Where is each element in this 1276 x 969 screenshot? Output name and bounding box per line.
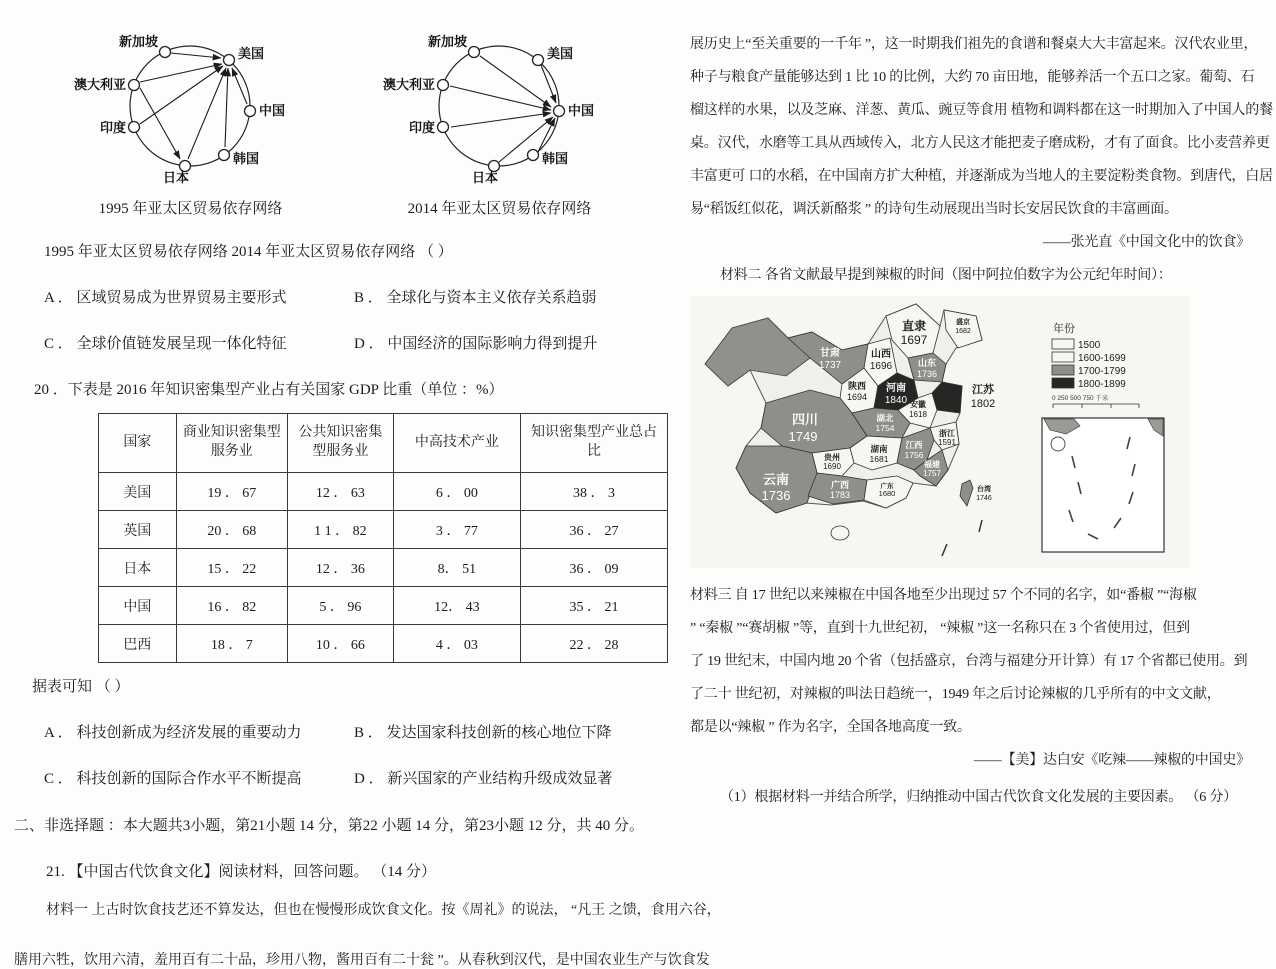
svg-text:陕西: 陕西 [847, 381, 867, 391]
svg-text:1682: 1682 [955, 328, 971, 335]
material3-line: ” “秦椒 ”“赛胡椒 ”等，直到十九世纪初， “辣椒 ”这一名称只在 3 个省使用过，但到 [690, 621, 1190, 636]
legend-label: 1500 [1078, 340, 1101, 351]
svg-text:直隶: 直隶 [901, 319, 927, 333]
svg-text:四川: 四川 [791, 412, 819, 427]
q20-intro: 20 ．下表是 2016 年知识密集型产业占有关国家 GDP 比重（单位 ：%） [34, 382, 504, 398]
q20-options-cd [14, 767, 668, 788]
q20-option-a: A ． 科技创新成为经济发展的重要动力 [44, 725, 302, 741]
svg-text:台湾: 台湾 [977, 486, 991, 493]
material1-line1: 材料一 上古时饮食技艺还不算发达，但也在慢慢形成饮食文化。按《周礼》的说法， “凡王 之馈，食用六谷， [46, 903, 721, 918]
svg-text:1746: 1746 [976, 495, 992, 502]
cell: 22 ． 28 [521, 625, 668, 663]
cell: 20 ． 68 [176, 511, 287, 549]
cell: 38 ． 3 [521, 473, 668, 511]
q19-stem: 1995 年亚太区贸易依存网络 2014 年亚太区贸易依存网络 （ ） [44, 244, 453, 260]
node-label-usa: 美国 [547, 46, 574, 61]
legend-label: 1600-1699 [1078, 353, 1126, 364]
para-line: 丰富更可 口的水稻，在中国南方扩大种植，并逐渐成为当地人的主要淀粉类食物。到唐代，白居 [690, 169, 1273, 184]
cell: 16 ． 82 [176, 587, 287, 625]
q20-option-b: B ． 发达国家科技创新的核心地位下降 [354, 725, 612, 741]
node-label-korea: 韩国 [542, 151, 569, 166]
material3-line: 都是以“辣椒 ” 作为名字，全国各地高度一致。 [690, 720, 971, 735]
svg-text:1783: 1783 [829, 490, 851, 500]
svg-text:广东: 广东 [880, 483, 894, 490]
trade-network-2014-svg [347, 16, 652, 188]
svg-text:1756: 1756 [904, 450, 924, 460]
svg-text:1690: 1690 [823, 462, 841, 471]
china-chili-map-svg [690, 296, 1190, 568]
node-label-china: 中国 [568, 103, 595, 118]
q20-stem: 据表可知 （ ） [32, 679, 130, 695]
svg-text:山东: 山东 [917, 358, 937, 368]
legend-label: 1800-1899 [1078, 379, 1126, 390]
legend-label: 1700-1799 [1078, 366, 1126, 377]
south-china-sea-inset [1042, 418, 1164, 552]
para-line: 展历史上“至关重要的一千年 ”，这一时期我们祖先的食谱和餐桌大大丰富起来。汉代农业里， [690, 37, 1258, 52]
right-column [690, 28, 1273, 814]
node-label-japan: 日本 [471, 170, 499, 185]
q21-title: 21. 【中国古代饮食文化】阅读材料，回答问题。 （14 分） [46, 864, 437, 880]
material2-heading: 材料二 各省文献最早提到辣椒的时间（图中阿拉伯数字为公元纪年时间）： [720, 268, 1172, 283]
cell: 15 ． 22 [176, 549, 287, 587]
material3-line: 了二十 世纪初，对辣椒的叫法日趋统一，1949 年之后讨论辣椒的几乎所有的中文文献， [690, 687, 1221, 702]
svg-text:1696: 1696 [869, 361, 893, 372]
cell: 3 ． 77 [393, 511, 520, 549]
section2-heading: 二、非选择题 ：本大题共3小题，第21小题 14 分，第22 小题 14 分，第23小题 12 分，共 40 分。 [14, 818, 645, 834]
svg-text:江苏: 江苏 [972, 384, 994, 396]
material1-line2: 膳用六牲，饮用六清，羞用百有二十品，珍用八物，酱用百有二十瓮 ”。从春秋到汉代，是中国农业生产与饮食发 [14, 953, 710, 968]
para-line: 易“稻饭红似花，调沃新酪浆 ” 的诗句生动展现出当时长安居民饮食的丰富画面。 [690, 202, 1178, 217]
q19-option-d: D ． 中国经济的国际影响力得到提升 [354, 336, 598, 352]
scale-bar-label: 0 250 500 750 千米 [1052, 395, 1109, 402]
q21-sub1: （1）根据材料一并结合所学，归纳推动中国古代饮食文化发展的主要因素。 （6 分） [720, 790, 1237, 805]
cell: 8． 51 [393, 549, 520, 587]
cell: 英国 [99, 511, 177, 549]
caption-1995: 1995 年亚太区贸易依存网络 [98, 201, 283, 217]
svg-text:广西: 广西 [830, 480, 850, 490]
table-row [99, 625, 668, 663]
q20-option-c: C ． 科技创新的国际合作水平不断提高 [44, 771, 302, 787]
svg-text:贵州: 贵州 [824, 453, 840, 462]
cell: 1 1 ． 82 [288, 511, 394, 549]
svg-text:安徽: 安徽 [910, 400, 926, 409]
svg-text:盛京: 盛京 [956, 319, 970, 326]
table-row [99, 587, 668, 625]
edges-to-usa [140, 53, 247, 159]
caption-2014: 2014 年亚太区贸易依存网络 [407, 201, 592, 217]
svg-text:1749: 1749 [788, 429, 818, 444]
edges-to-china [450, 56, 556, 162]
inset-hainan [1051, 437, 1065, 451]
node-label-singapore: 新加坡 [427, 34, 467, 49]
q20-options-ab [14, 721, 668, 742]
q19-option-a: A ． 区域贸易成为世界贸易主要形式 [44, 290, 287, 306]
svg-text:1591: 1591 [938, 438, 956, 447]
q19-options-ab [14, 286, 668, 307]
cell: 19 ． 67 [176, 473, 287, 511]
cell: 12 ． 63 [288, 473, 394, 511]
svg-text:1681: 1681 [869, 454, 889, 464]
svg-text:河南: 河南 [886, 383, 906, 394]
col-hightech: 中高技术产业 [393, 414, 520, 473]
svg-text:湖北: 湖北 [876, 413, 894, 423]
table-row [99, 473, 668, 511]
svg-text:湖南: 湖南 [870, 444, 888, 454]
para-line: 种子与粮食产量能够达到 1 比 10 的比例，大约 70 亩田地，能够养活一个五口之家。葡萄、石 [690, 70, 1255, 85]
cell: 美国 [99, 473, 177, 511]
trade-network-diagrams [14, 16, 668, 218]
material3-line: 材料三 自 17 世纪以来辣椒在中国各地至少出现过 57 个不同的名字，如“番椒 ”“海椒 [690, 588, 1197, 603]
cell: 12 ． 36 [288, 549, 394, 587]
col-public-services: 公共知识密集型服务业 [288, 414, 394, 473]
node-label-australia: 澳大利亚 [73, 77, 126, 92]
svg-text:1697: 1697 [900, 333, 928, 347]
node-label-china: 中国 [259, 103, 286, 118]
cell: 35 ． 21 [521, 587, 668, 625]
svg-text:山西: 山西 [871, 349, 891, 360]
trade-network-1995 [38, 16, 343, 218]
q19-option-b: B ． 全球化与资本主义依存关系趋弱 [354, 290, 597, 306]
cell: 36 ． 27 [521, 511, 668, 549]
node-label-india: 印度 [408, 120, 435, 135]
para-line: 榴这样的水果，以及芝麻、洋葱、黄瓜、豌豆等食用 植物和调料都在这一时期加入了中国人的餐 [690, 103, 1273, 118]
gdp-table [98, 413, 668, 663]
material3-line: 了 19 世纪末，中国内地 20 个省（包括盛京，台湾与福建分开计算）有 17 个省都已使用。到 [690, 654, 1248, 669]
cell: 日本 [99, 549, 177, 587]
cell: 5 ． 96 [288, 587, 394, 625]
col-business-services: 商业知识密集型服务业 [176, 414, 287, 473]
svg-text:1694: 1694 [846, 392, 868, 402]
cell: 36 ． 09 [521, 549, 668, 587]
cell: 中国 [99, 587, 177, 625]
cell: 6 ． 00 [393, 473, 520, 511]
citation-dabaian: ——【美】达白安《吃辣——辣椒的中国史》 [974, 753, 1250, 768]
cell: 巴西 [99, 625, 177, 663]
table-row [99, 511, 668, 549]
node-label-singapore: 新加坡 [118, 34, 158, 49]
left-column [14, 16, 721, 969]
svg-text:1736: 1736 [761, 488, 791, 503]
china-chili-map [690, 296, 1256, 573]
svg-text:福建: 福建 [924, 460, 940, 469]
trade-network-2014 [347, 16, 652, 218]
cell: 10 ． 66 [288, 625, 394, 663]
gdp-table-header-row [99, 414, 668, 473]
svg-text:1618: 1618 [909, 410, 927, 419]
hainan-island [831, 526, 849, 540]
cell: 4 ． 03 [393, 625, 520, 663]
svg-text:1737: 1737 [818, 360, 842, 371]
node-label-usa: 美国 [238, 46, 265, 61]
col-total: 知识密集型产业总占比 [521, 414, 668, 473]
svg-text:云南: 云南 [762, 472, 790, 487]
svg-text:浙江: 浙江 [939, 429, 955, 438]
svg-text:1680: 1680 [878, 489, 896, 498]
svg-text:1757: 1757 [923, 469, 941, 478]
q19-option-c: C ． 全球价值链发展呈现一体化特征 [44, 336, 287, 352]
node-label-india: 印度 [99, 120, 126, 135]
svg-text:1754: 1754 [875, 423, 895, 433]
table-row [99, 549, 668, 587]
trade-network-1995-svg [38, 16, 343, 188]
q19-options-cd [14, 332, 668, 353]
node-label-korea: 韩国 [233, 151, 260, 166]
svg-text:1802: 1802 [970, 398, 996, 410]
col-country: 国家 [99, 414, 177, 473]
cell: 18 ． 7 [176, 625, 287, 663]
svg-text:1736: 1736 [916, 369, 938, 379]
node-label-australia: 澳大利亚 [382, 77, 435, 92]
q20-option-d: D ． 新兴国家的产业结构升级成效显著 [354, 771, 613, 787]
svg-text:甘肃: 甘肃 [820, 348, 840, 359]
node-label-japan: 日本 [162, 170, 190, 185]
citation-zhangguangzhi: ——张光直《中国文化中的饮食》 [1043, 235, 1250, 250]
svg-text:1840: 1840 [884, 395, 908, 406]
cell: 12． 43 [393, 587, 520, 625]
para-line: 桌。汉代，水磨等工具从西域传入，北方人民这才能把麦子磨成粉，才有了面食。比小麦营养更 [690, 136, 1270, 151]
legend-title: 年份 [1053, 323, 1075, 335]
svg-text:江西: 江西 [905, 440, 923, 450]
